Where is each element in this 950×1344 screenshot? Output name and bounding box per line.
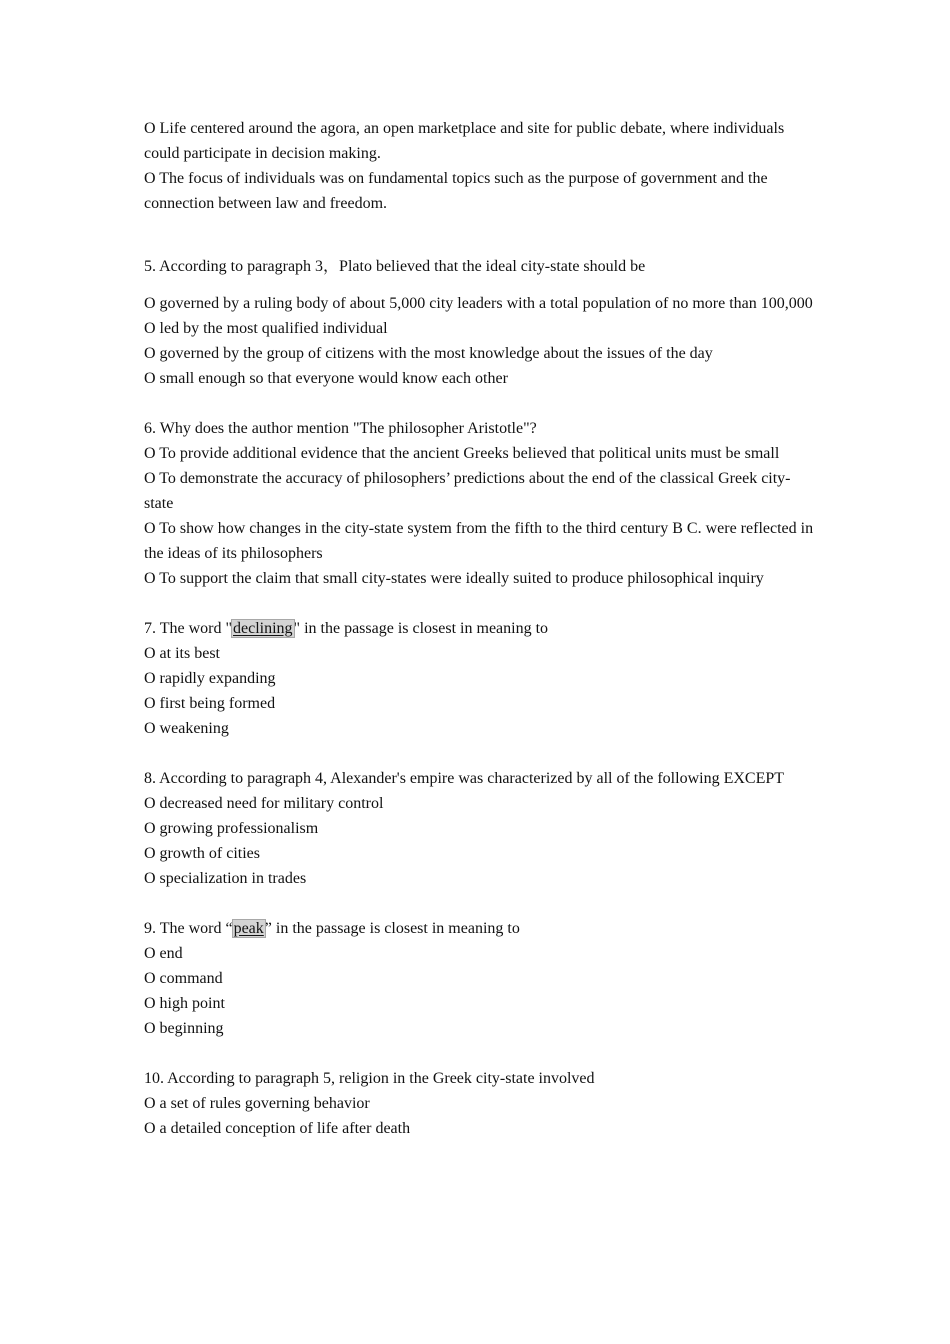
question-5-option-a: O governed by a ruling body of about 5,000 city leaders with a total population of no more than 100,000 xyxy=(144,295,813,312)
question-10-option-a: O a set of rules governing behavior xyxy=(144,1095,370,1112)
question-9-prefix: 9. The word “ xyxy=(144,920,233,937)
question-10 xyxy=(144,1066,814,1141)
question-9-option-b: O command xyxy=(144,970,223,987)
question-7-option-c: O first being formed xyxy=(144,695,276,712)
question-10-text: 10. According to paragraph 5, religion in the Greek city-state involved xyxy=(144,1070,595,1087)
document-page xyxy=(144,116,814,1141)
question-7-option-d: O weakening xyxy=(144,720,229,737)
question-7-option-a: O at its best xyxy=(144,645,220,662)
question-6-option-a: O To provide additional evidence that the ancient Greeks believed that political units must be small xyxy=(144,445,780,462)
question-6 xyxy=(144,416,814,591)
question-7-text xyxy=(144,616,814,641)
question-5-text: 5. According to paragraph 3，Plato believed that the ideal city-state should be xyxy=(144,258,646,275)
question-5-option-c: O governed by the group of citizens with the most knowledge about the issues of the day xyxy=(144,345,713,362)
question-5-option-b: O led by the most qualified individual xyxy=(144,320,388,337)
intro-options xyxy=(144,116,814,216)
question-7-prefix: 7. The word " xyxy=(144,620,232,637)
question-6-text: 6. Why does the author mention "The philosopher Aristotle"? xyxy=(144,420,537,437)
question-5-option-d: O small enough so that everyone would know each other xyxy=(144,370,508,387)
question-8 xyxy=(144,766,814,891)
highlighted-word-peak[interactable]: peak xyxy=(233,920,264,937)
question-9-option-a: O end xyxy=(144,945,183,962)
question-9-text xyxy=(144,916,814,941)
question-8-option-c: O growth of cities xyxy=(144,845,260,862)
question-8-option-b: O growing professionalism xyxy=(144,820,319,837)
question-9 xyxy=(144,916,814,1041)
question-8-text: 8. According to paragraph 4, Alexander's empire was characterized by all of the following EXCEPT xyxy=(144,770,785,787)
question-8-option-d: O specialization in trades xyxy=(144,870,307,887)
question-9-option-d: O beginning xyxy=(144,1020,224,1037)
question-6-option-c: O To show how changes in the city-state system from the fifth to the third century B C. were reflected in the ideas of its philosophers xyxy=(144,520,814,562)
intro-option-1: O Life centered around the agora, an open marketplace and site for public debate, where individuals could participate in decision making. xyxy=(144,120,785,162)
intro-option-2: O The focus of individuals was on fundamental topics such as the purpose of government and the connection between law and freedom. xyxy=(144,170,768,212)
question-5 xyxy=(144,254,814,391)
question-6-option-b: O To demonstrate the accuracy of philosophers’ predictions about the end of the classical Greek city-state xyxy=(144,470,791,512)
question-10-option-b: O a detailed conception of life after death xyxy=(144,1120,411,1137)
highlighted-word-declining[interactable]: declining xyxy=(233,620,293,637)
question-9-suffix: ” in the passage is closest in meaning to xyxy=(264,920,520,937)
question-7-suffix: " in the passage is closest in meaning to xyxy=(293,620,549,637)
question-6-option-d: O To support the claim that small city-states were ideally suited to produce philosophical inquiry xyxy=(144,570,764,587)
question-7 xyxy=(144,616,814,741)
question-8-option-a: O decreased need for military control xyxy=(144,795,384,812)
question-7-option-b: O rapidly expanding xyxy=(144,670,276,687)
question-9-option-c: O high point xyxy=(144,995,225,1012)
